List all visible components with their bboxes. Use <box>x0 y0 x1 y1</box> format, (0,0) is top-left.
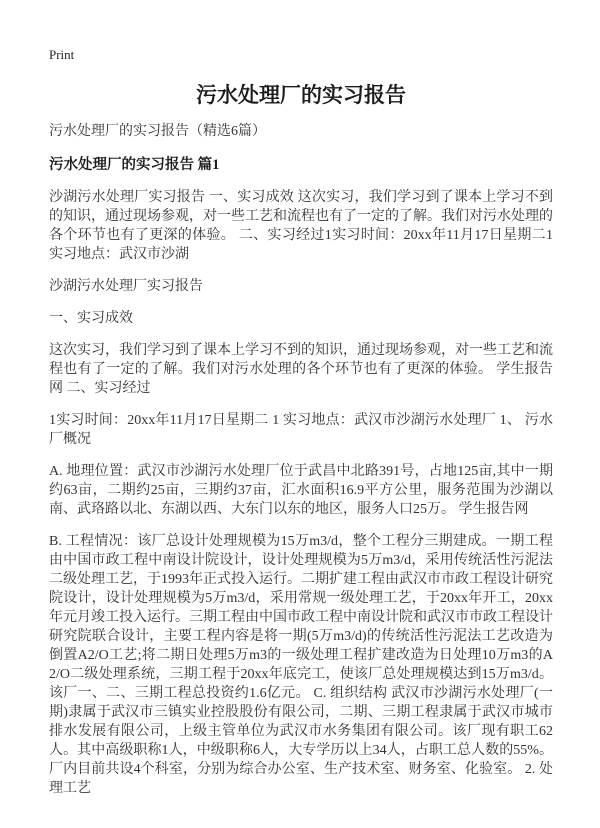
section-heading-part1: 污水处理厂的实习报告 篇1 <box>49 157 220 173</box>
paragraph-heading-results: 一、实习成效 <box>49 311 133 326</box>
page-title: 污水处理厂的实习报告 <box>196 83 406 107</box>
paragraph-report-title: 沙湖污水处理厂实习报告 <box>49 279 203 294</box>
doc-subtitle: 污水处理厂的实习报告（精选6篇） <box>49 124 266 139</box>
paragraph-intro: 沙湖污水处理厂实习报告 一、实习成效 这次实习，我们学习到了课本上学习不到的知识，通过现场参观，对一些工艺和流程也有了一定的了解。我们对污水处理的各个环节也有了更深的体验。 二、实习经过1实习时间：20xx年11月17日星期二1实习地点：武汉市沙湖 <box>49 190 553 262</box>
paragraph-location-detail: A. 地理位置：武汉市沙湖污水处理厂位于武昌中北路391号，占地125亩,其中一期约63亩，二期约25亩，三期约37亩，汇水面积16.9平方公里，服务范围为沙湖以南、武珞路以北、东湖以西、大东门以东的地区，服务人口25万。 学生报告网 <box>49 464 553 517</box>
paragraph-engineering-detail: B. 工程情况：该厂总设计处理规模为15万m3/d，整个工程分三期建成。一期工程由中国市政工程中南设计院设计，设计处理规模为5万m3/d，采用传统活性污泥法二级处理工艺，于1993年正式投入运行。二期扩建工程由武汉市市政工程设计研究院设计，设计处理规模为5万m3/d，采用常规一级处理工艺，于20xx年开工，20xx年元月竣工投入运行。三期工程由中国市政工程中南设计院和武汉市市政工程设计研究院联合设计，主要工程内容是将一期(5万m3/d)的传统活性污泥法工艺改造为倒置A2/O工艺;将二期日处理5万m3的一级处理工程扩建改造为日处理10万m3的A2/O二级处理系统，三期工程于20xx年底完工，使该厂总处理规模达到15万m3/d。该厂一、二、三期工程总投资约1.6亿元。 C. 组织结构 武汉市沙湖污水处理厂(一期)隶属于武汉市三镇实业控股股份有限公司，二期、三期工程隶属于武汉市城市排水发展有限公司，上级主管单位为武汉市水务集团有限公司。该厂现有职工62人。其中高级职称1人，中级职称6人，大专学历以上34人，占职工总人数的55%。厂内目前共设4个科室，分别为综合办公室、生产技术室、财务室、化验室。 2. 处理工艺 <box>49 534 553 796</box>
paragraph-time-location: 1实习时间：20xx年11月17日星期二 1 实习地点：武汉市沙湖污水处理厂 1、 污水厂概况 <box>49 413 553 447</box>
paragraph-results: 这次实习，我们学习到了课本上学习不到的知识，通过现场参观，对一些工艺和流程也有了一定的了解。我们对污水处理的各个环节也有了更深的体验。 学生报告网 二、实习经过 <box>49 343 553 396</box>
print-link[interactable]: Print <box>49 47 75 62</box>
